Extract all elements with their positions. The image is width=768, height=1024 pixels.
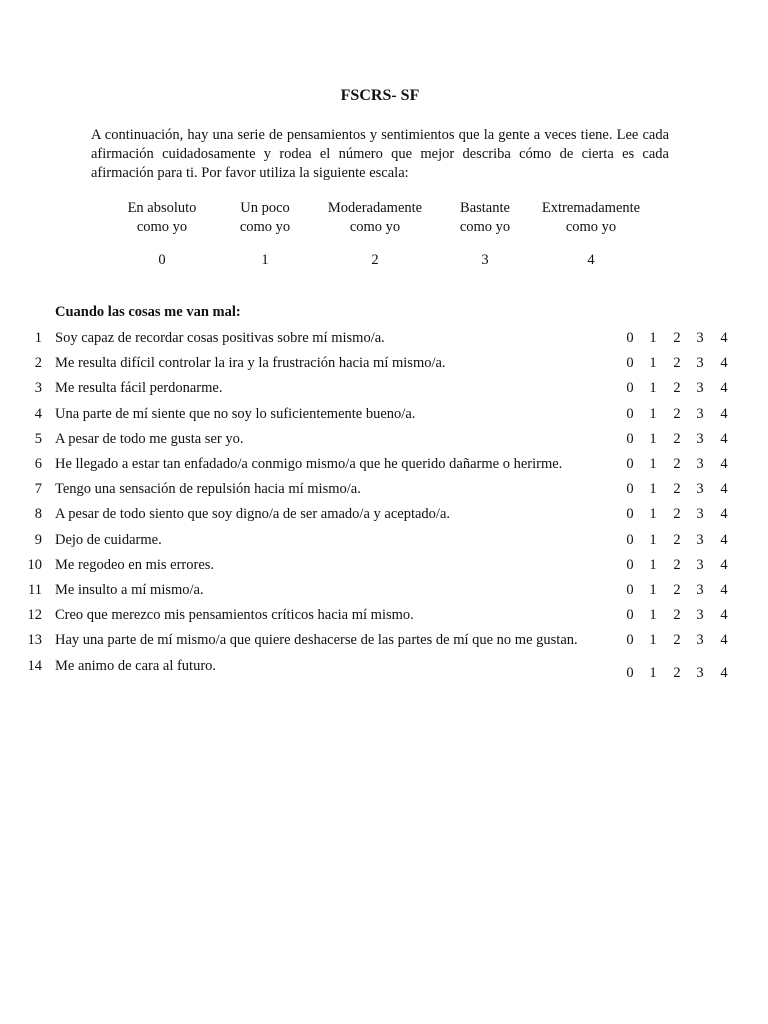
item-statement: He llegado a estar tan enfadado/a conmigo mismo/a que he querido dañarme o herirme. (55, 456, 563, 472)
item-number: 7 (34, 481, 42, 498)
response-option[interactable]: 2 (673, 330, 681, 346)
item-row (0, 530, 768, 550)
item-number: 3 (34, 380, 42, 397)
page-title: FSCRS- SF (340, 87, 420, 104)
item-number: 10 (27, 556, 42, 573)
response-option[interactable]: 1 (649, 380, 657, 397)
response-option[interactable]: 1 (649, 607, 657, 624)
response-option[interactable]: 1 (649, 506, 657, 523)
item-row (0, 605, 768, 625)
scale-label-line2: como yo (136, 219, 188, 235)
response-option[interactable]: 1 (649, 632, 657, 649)
response-option[interactable]: 3 (696, 405, 704, 422)
response-option[interactable]: 3 (696, 664, 704, 681)
response-option[interactable]: 2 (673, 632, 681, 649)
response-option[interactable]: 2 (673, 355, 681, 372)
response-option[interactable]: 0 (626, 380, 634, 397)
scale-value: 2 (371, 252, 379, 268)
item-statement: Tengo una sensación de repulsión hacia mí mismo/a. (55, 481, 361, 498)
response-option[interactable]: 1 (649, 405, 657, 422)
item-row (0, 353, 768, 373)
response-option[interactable]: 1 (649, 330, 657, 346)
scale-value: 0 (158, 252, 166, 268)
response-option[interactable]: 4 (720, 430, 728, 447)
response-option[interactable]: 3 (696, 481, 704, 498)
item-statement: Dejo de cuidarme. (55, 531, 162, 548)
item-row (0, 630, 768, 650)
response-option[interactable]: 4 (720, 531, 728, 548)
scale-label-line1: Un poco (240, 200, 290, 216)
response-option[interactable]: 0 (626, 456, 634, 472)
response-option[interactable]: 3 (696, 380, 704, 397)
response-option[interactable]: 0 (626, 531, 634, 548)
response-option[interactable]: 0 (626, 607, 634, 624)
response-option[interactable]: 1 (649, 531, 657, 548)
item-number: 2 (34, 355, 42, 372)
item-statement: A pesar de todo siento que soy digno/a de ser amado/a y aceptado/a. (55, 506, 451, 523)
response-option[interactable]: 4 (720, 556, 728, 573)
response-option[interactable]: 3 (696, 430, 704, 447)
item-number: 12 (27, 607, 42, 624)
response-option[interactable]: 0 (626, 506, 634, 523)
response-option[interactable]: 2 (673, 380, 681, 397)
response-option[interactable]: 1 (649, 582, 657, 598)
scale-label-line1: Extremadamente (541, 200, 641, 216)
response-option[interactable]: 3 (696, 582, 704, 598)
item-number: 6 (34, 456, 42, 472)
item-number: 1 (34, 330, 42, 346)
scale-label-line1: Moderadamente (327, 200, 423, 216)
scale-label-line2: como yo (565, 219, 617, 235)
item-number: 4 (34, 405, 42, 422)
response-option[interactable]: 2 (673, 506, 681, 523)
response-option[interactable]: 2 (673, 405, 681, 422)
response-option[interactable]: 2 (673, 607, 681, 624)
response-option[interactable]: 1 (649, 664, 657, 681)
response-option[interactable]: 2 (673, 456, 681, 472)
item-statement: Me resulta difícil controlar la ira y la frustración hacia mí mismo/a. (55, 355, 446, 372)
item-row (0, 454, 768, 474)
response-option[interactable]: 4 (720, 632, 728, 649)
response-option[interactable]: 4 (720, 405, 728, 422)
response-option[interactable]: 4 (720, 330, 728, 346)
response-option[interactable]: 1 (649, 556, 657, 573)
item-statement: Una parte de mí siente que no soy lo suficientemente bueno/a. (55, 405, 416, 422)
item-statement: Me resulta fácil perdonarme. (55, 380, 223, 397)
response-option[interactable]: 4 (720, 481, 728, 498)
response-option[interactable]: 3 (696, 531, 704, 548)
response-option[interactable]: 2 (673, 664, 681, 681)
scale-label-line1: En absoluto (127, 200, 197, 216)
response-option[interactable]: 2 (673, 430, 681, 447)
scale-label-line1: Bastante (460, 200, 510, 216)
item-row (0, 580, 768, 600)
scale-label-line2: como yo (459, 219, 511, 235)
response-option[interactable]: 0 (626, 405, 634, 422)
response-option[interactable]: 2 (673, 556, 681, 573)
response-option[interactable]: 4 (720, 664, 728, 681)
response-option[interactable]: 3 (696, 632, 704, 649)
item-row (0, 479, 768, 499)
response-option[interactable]: 2 (673, 531, 681, 548)
response-option[interactable]: 4 (720, 456, 728, 472)
response-option[interactable]: 1 (649, 456, 657, 472)
item-row (0, 429, 768, 449)
response-option[interactable]: 0 (626, 664, 634, 681)
item-row (0, 328, 768, 348)
item-number: 11 (28, 582, 42, 598)
response-option[interactable]: 1 (649, 481, 657, 498)
response-option[interactable]: 3 (696, 456, 704, 472)
item-statement: Hay una parte de mí mismo/a que quiere deshacerse de las partes de mí que no me gustan. (55, 632, 578, 649)
response-option[interactable]: 0 (626, 355, 634, 372)
response-option[interactable]: 0 (626, 330, 634, 346)
item-statement: Creo que merezco mis pensamientos críticos hacia mí mismo. (55, 607, 414, 624)
response-option[interactable]: 0 (626, 632, 634, 649)
scale-value: 1 (261, 252, 269, 268)
response-option[interactable]: 4 (720, 355, 728, 372)
response-option[interactable]: 4 (720, 380, 728, 397)
response-option[interactable]: 1 (649, 430, 657, 447)
item-number: 9 (34, 531, 42, 548)
item-row (0, 378, 768, 398)
response-option[interactable]: 2 (673, 481, 681, 498)
response-option[interactable]: 0 (626, 582, 634, 598)
response-option[interactable]: 1 (649, 355, 657, 372)
item-number: 13 (27, 632, 42, 649)
scale-value: 3 (481, 252, 489, 268)
response-option[interactable]: 4 (720, 506, 728, 523)
item-number: 5 (34, 430, 42, 447)
item-statement: Me regodeo en mis errores. (55, 556, 215, 573)
instructions-paragraph: A continuación, hay una serie de pensamientos y sentimientos que la gente a veces tiene. Lee cada afirmación cuidadosamente y rodea el número que mejor describa cómo de cierta es cada afirmación para ti. Por favor utiliza la siguiente escala: (91, 127, 669, 181)
item-number: 8 (34, 506, 42, 523)
response-option[interactable]: 0 (626, 430, 634, 447)
scale-label-line2: como yo (239, 219, 291, 235)
section-heading: Cuando las cosas me van mal: (55, 304, 241, 320)
scale-label-line2: como yo (349, 219, 401, 235)
response-option[interactable]: 0 (626, 556, 634, 573)
item-statement: Me insulto a mí mismo/a. (55, 582, 204, 598)
response-option[interactable]: 2 (673, 582, 681, 598)
response-option[interactable]: 3 (696, 556, 704, 573)
scale-value: 4 (587, 252, 595, 268)
response-option[interactable]: 3 (696, 330, 704, 346)
item-number: 14 (27, 657, 42, 674)
response-option[interactable]: 0 (626, 481, 634, 498)
response-option[interactable]: 3 (696, 506, 704, 523)
response-option[interactable]: 3 (696, 355, 704, 372)
item-statement: Me animo de cara al futuro. (55, 657, 217, 674)
response-option[interactable]: 4 (720, 582, 728, 598)
response-option[interactable]: 3 (696, 607, 704, 624)
response-option[interactable]: 4 (720, 607, 728, 624)
item-statement: A pesar de todo me gusta ser yo. (55, 430, 244, 447)
item-row (0, 504, 768, 524)
item-row (0, 404, 768, 424)
item-statement: Soy capaz de recordar cosas positivas sobre mí mismo/a. (55, 330, 385, 346)
scale-option (521, 199, 661, 270)
item-row (0, 555, 768, 575)
item-row (0, 656, 768, 681)
